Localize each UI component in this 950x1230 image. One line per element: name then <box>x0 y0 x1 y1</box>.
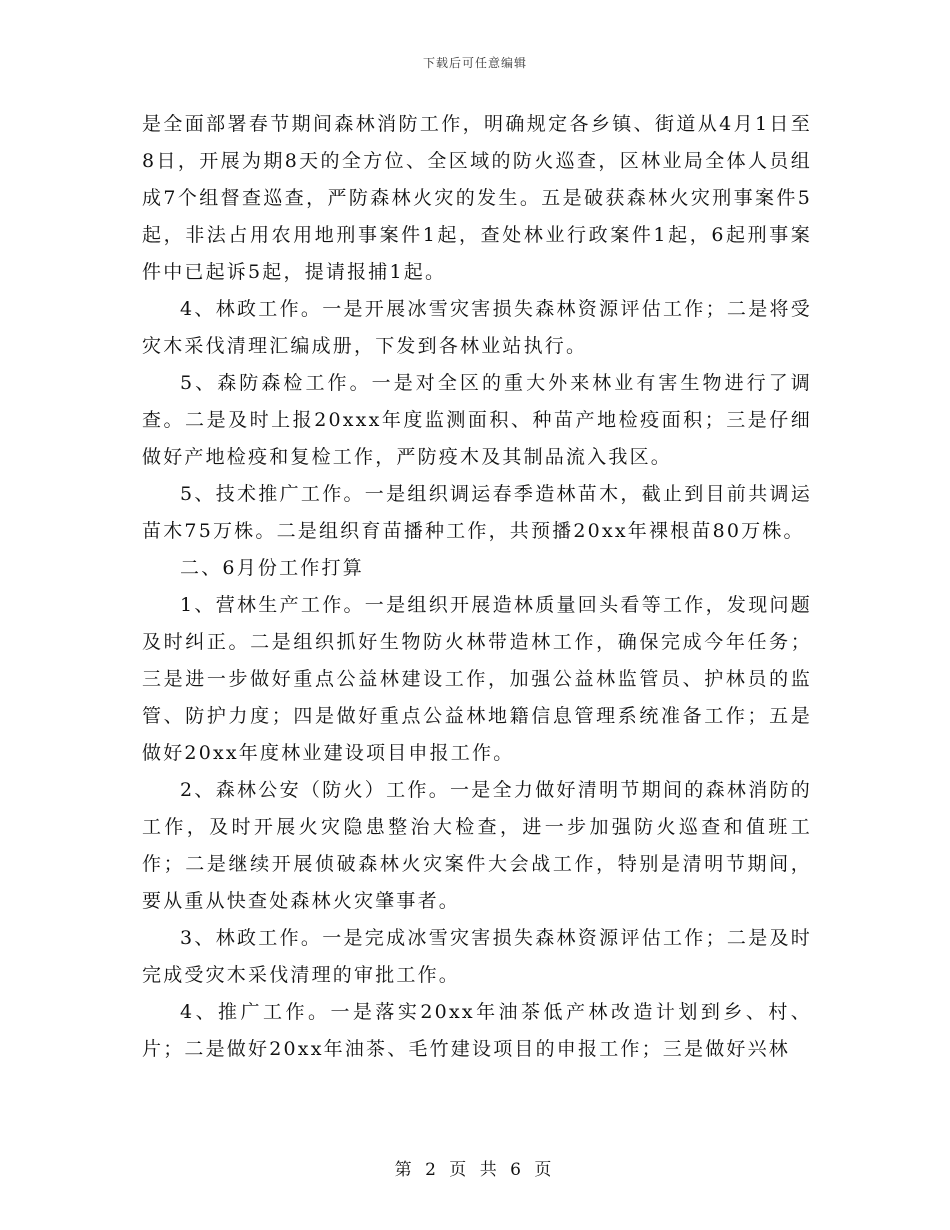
section-heading-june-plan: 二、6月份工作打算 <box>180 557 364 579</box>
paragraph-continued: 是全面部署春节期间森林消防工作，明确规定各乡镇、街道从4月1日至8日，开展为期8天的全方位、全区域的防火巡查，区林业局全体人员组成7个组督查巡查，严防森林火灾的发生。五是破获森林火灾刑事案件5起，非法占用农用地刑事案件1起，查处林业行政案件1起，6起刑事案件中已起诉5起，提请报捕1起。 <box>142 113 812 283</box>
paragraph-forest-pest-inspection: 5、森防森检工作。一是对全区的重大外来林业有害生物进行了调查。二是及时上报20xxx年度监测面积、种苗产地检疫面积；三是仔细做好产地检疫和复检工作，严防疫木及其制品流入我区。 <box>142 372 812 468</box>
page-number: 第 2 页 共 6 页 <box>394 1160 556 1180</box>
paragraph-forest-production: 1、营林生产工作。一是组织开展造林质量回头看等工作，发现问题及时纠正。二是组织抓好生物防火林带造林工作，确保完成今年任务；三是进一步做好重点公益林建设工作，加强公益林监管员、护林员的监管、防护力度；四是做好重点公益林地籍信息管理系统准备工作；五是做好20xx年度林业建设项目申报工作。 <box>142 594 812 764</box>
paragraph-technology-promotion: 5、技术推广工作。一是组织调运春季造林苗木，截止到目前共调运苗木75万株。二是组织育苗播种工作，共预播20xx年裸根苗80万株。 <box>142 483 812 542</box>
document-body <box>142 106 812 1068</box>
paragraph-forest-administration-plan: 3、林政工作。一是完成冰雪灾害损失森林资源评估工作；二是及时完成受灾木采伐清理的审批工作。 <box>142 927 812 986</box>
paragraph-promotion-plan: 4、推广工作。一是落实20xx年油茶低产林改造计划到乡、村、片；二是做好20xx年油茶、毛竹建设项目的申报工作；三是做好兴林 <box>142 1001 812 1060</box>
page-header: 下载后可任意编辑 <box>422 56 527 70</box>
paragraph-forest-administration: 4、林政工作。一是开展冰雪灾害损失森林资源评估工作；二是将受灾木采伐清理汇编成册，下发到各林业站执行。 <box>142 298 812 357</box>
paragraph-forest-police-fire: 2、森林公安（防火）工作。一是全力做好清明节期间的森林消防的工作，及时开展火灾隐患整治大检查，进一步加强防火巡查和值班工作；二是继续开展侦破森林火灾案件大会战工作，特别是清明节期间，要从重从快查处森林火灾肇事者。 <box>142 779 812 912</box>
